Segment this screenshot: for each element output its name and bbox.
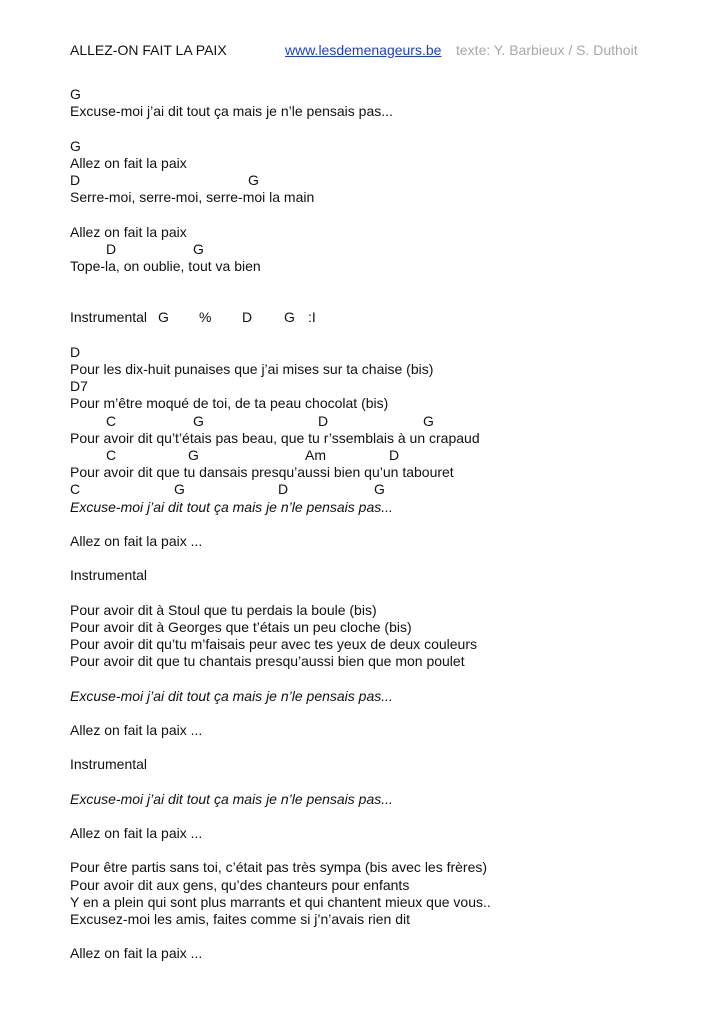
instrumental-line: Instrumental xyxy=(70,756,148,773)
song-content xyxy=(70,86,710,963)
spacer xyxy=(70,584,710,601)
lyric-line: Pour avoir dit que tu dansais presqu’aussi bien qu’un tabouret xyxy=(70,464,454,481)
chord: G xyxy=(193,240,204,257)
chord: G xyxy=(174,481,185,498)
lyric-line: Pour avoir dit qu’tu m’faisais peur avec tes yeux de deux couleurs xyxy=(70,636,477,653)
lyric-line: Pour avoir dit à Stoul que tu perdais la boule (bis) xyxy=(70,601,377,618)
chord: G xyxy=(158,309,169,326)
lyric-line: Y en a plein qui sont plus marrants et qui chantent mieux que vous.. xyxy=(70,893,491,910)
chord-line xyxy=(70,172,710,189)
lyric-line: Allez on fait la paix ... xyxy=(70,532,203,549)
chord-line xyxy=(70,138,710,155)
chord: % xyxy=(199,309,212,326)
instrumental-line xyxy=(70,309,710,326)
spacer xyxy=(70,206,710,223)
instrumental-line: Instrumental xyxy=(70,567,148,584)
chord: D xyxy=(278,481,289,498)
chord: :I xyxy=(308,309,316,326)
lyric-line: Pour être partis sans toi, c’était pas très sympa (bis avec les frères) xyxy=(70,859,488,876)
lyric-line: Pour avoir dit aux gens, qu’des chanteurs pour enfants xyxy=(70,876,410,893)
lyric-line: Pour les dix-huit punaises que j’ai mises sur ta chaise (bis) xyxy=(70,361,434,378)
chord: C xyxy=(106,446,117,463)
lyric-line: Allez on fait la paix ... xyxy=(70,721,203,738)
chord-line xyxy=(70,481,710,498)
lyric-line: Pour avoir dit que tu chantais presqu’aussi bien que mon poulet xyxy=(70,653,465,670)
chord: C xyxy=(70,481,81,498)
spacer xyxy=(70,739,710,756)
chord: D xyxy=(318,412,329,429)
chord: D xyxy=(242,309,253,326)
lyric-line: Allez on fait la paix xyxy=(70,154,187,171)
chord: D xyxy=(70,343,81,360)
chord: D xyxy=(389,446,400,463)
chord-line xyxy=(70,86,710,103)
spacer xyxy=(70,705,710,722)
song-title: ALLEZ-ON FAIT LA PAIX xyxy=(70,42,227,58)
spacer xyxy=(70,808,710,825)
lyric-line: Pour m’être moqué de toi, de ta peau chocolat (bis) xyxy=(70,395,389,412)
chord: Am xyxy=(305,446,326,463)
spacer xyxy=(70,516,710,533)
lyric-line: Pour avoir dit qu’t’étais pas beau, que tu r’ssemblais à un crapaud xyxy=(70,429,480,446)
chord: D xyxy=(106,240,117,257)
chord-line xyxy=(70,413,710,430)
chord-line xyxy=(70,344,710,361)
chord-line xyxy=(70,378,710,395)
chord-line xyxy=(70,447,710,464)
lyric-line: Excuse-moi j’ai dit tout ça mais je n’le pensais pas... xyxy=(70,103,393,120)
spacer xyxy=(70,120,710,137)
spacer xyxy=(70,928,710,945)
lyric-line: Allez on fait la paix ... xyxy=(70,945,203,962)
chord: G xyxy=(374,481,385,498)
chord: D7 xyxy=(70,378,88,395)
lyric-line: Tope-la, on oublie, tout va bien xyxy=(70,257,261,274)
lyric-line: Serre-moi, serre-moi, serre-moi la main xyxy=(70,189,315,206)
chord: G xyxy=(188,446,199,463)
lyrics-credit: texte: Y. Barbieux / S. Duthoit xyxy=(456,42,638,58)
lyric-line: Allez on fait la paix ... xyxy=(70,825,203,842)
chord: G xyxy=(248,171,259,188)
chord: G xyxy=(70,86,81,102)
lyric-line: Pour avoir dit à Georges que t’étais un peu cloche (bis) xyxy=(70,618,412,635)
refrain-line: Excuse-moi j’ai dit tout ça mais je n’le pensais pas... xyxy=(70,687,393,704)
lyric-line: Allez on fait la paix xyxy=(70,223,187,240)
spacer xyxy=(70,327,710,344)
spacer xyxy=(70,774,710,791)
refrain-line: Excuse-moi j’ai dit tout ça mais je n’le pensais pas... xyxy=(70,498,393,515)
chord: G xyxy=(423,412,434,429)
spacer xyxy=(70,670,710,687)
chord-line xyxy=(70,241,710,258)
instrumental-label: Instrumental xyxy=(70,309,148,326)
lyric-line: Excusez-moi les amis, faites comme si j’n’avais rien dit xyxy=(70,911,410,928)
chord: G xyxy=(284,309,295,326)
refrain-line: Excuse-moi j’ai dit tout ça mais je n’le pensais pas... xyxy=(70,790,393,807)
chord: G xyxy=(70,137,81,154)
chord: D xyxy=(70,171,81,188)
spacer xyxy=(70,550,710,567)
chord: C xyxy=(106,412,117,429)
spacer xyxy=(70,842,710,859)
website-link[interactable]: www.lesdemenageurs.be xyxy=(285,42,442,58)
chord: G xyxy=(193,412,204,429)
spacer xyxy=(70,275,710,309)
